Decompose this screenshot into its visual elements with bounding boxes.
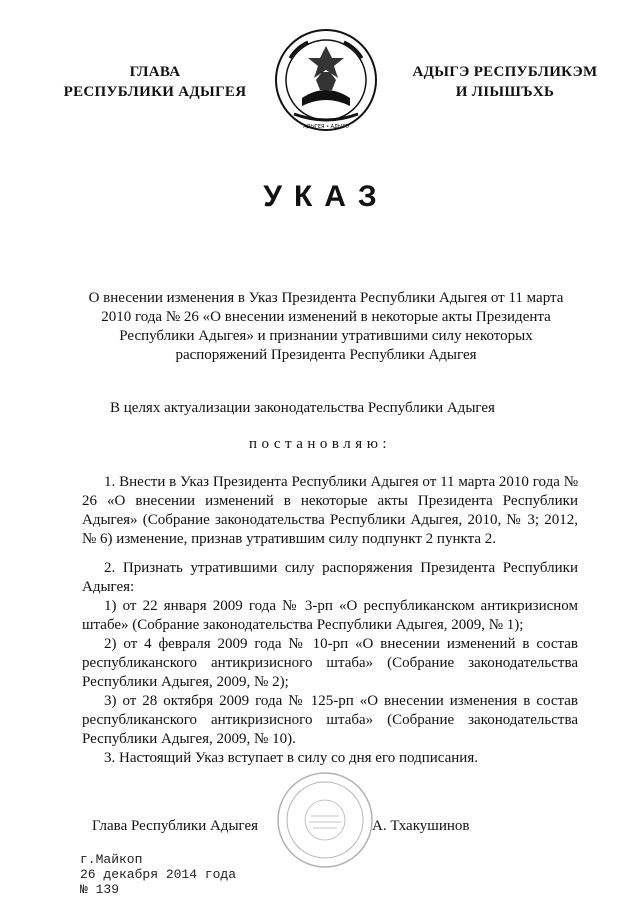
header-left-line-1: ГЛАВА [129, 64, 181, 80]
clause-2-intro: 2. Признать утратившими силу распоряжения Президента Республики Адыгея: [82, 560, 578, 595]
official-seal-icon [275, 770, 375, 870]
coat-of-arms-emblem [272, 28, 380, 132]
clause-3 [82, 749, 578, 768]
signature-name: А. Тхакушинов [372, 818, 470, 834]
header-left-line-2: РЕСПУБЛИКИ АДЫГЕЯ [63, 84, 247, 100]
clause-1 [82, 473, 578, 549]
decree-subject: О внесении изменения в Указ Президента Республики Адыгея от 11 марта 2010 года № 26 «О внесении изменений в некоторые акты Президента Республики Адыгея» и признании утратившими силу некоторых распоряжений Президента Республики Адыгея [88, 290, 564, 363]
document-title: УКАЗ [263, 180, 389, 213]
header-left [40, 62, 270, 102]
header-right-line-1: АДЫГЭ РЕСПУБЛИКЭМ [412, 64, 598, 80]
issue-number: № 139 [80, 882, 120, 897]
header-right [390, 62, 620, 102]
signature-position: Глава Республики Адыгея [92, 818, 259, 834]
clause-2-item-1: 1) от 22 января 2009 года № 3-рп «О республиканском антикризисном штабе» (Собрание законодательства Республики Адыгея, 2009, № 1); [82, 598, 578, 633]
clause-3-text: 3. Настоящий Указ вступает в силу со дня его подписания. [104, 750, 478, 766]
clause-2 [82, 559, 578, 749]
clause-1-text: 1. Внести в Указ Президента Республики Адыгея от 11 марта 2010 года № 26 «О внесении изменений в некоторые акты Президента Республики Адыгея» (Собрание законодательства Республики Адыгея, 2010, № 3; 2012, № 6) изменение, признав утратившим силу подпункт 2 пункта 2. [82, 474, 578, 547]
clause-2-item-2: 2) от 4 февраля 2009 года № 10-рп «О внесении изменений в состав республиканского антикризисного штаба» (Собрание законодательства Республики Адыгея, 2009, № 2); [82, 636, 578, 690]
issue-date: 26 декабря 2014 года [80, 867, 237, 882]
clause-2-item-3: 3) от 28 октября 2009 года № 125-рп «О внесении изменения в состав республиканского антикризисного штаба» (Собрание законодательства Республики Адыгея, 2009, № 10). [82, 693, 578, 747]
emblem-text: АДЫГЕЯ • АДЫГЭ [303, 124, 349, 130]
decree-word: постановляю: [248, 436, 392, 452]
header-right-line-2: И ЛІЫШЪХЬ [455, 84, 555, 100]
issue-details [80, 852, 236, 897]
issue-city: г.Майкоп [80, 852, 143, 867]
preamble: В целях актуализации законодательства Республики Адыгея [110, 400, 495, 416]
